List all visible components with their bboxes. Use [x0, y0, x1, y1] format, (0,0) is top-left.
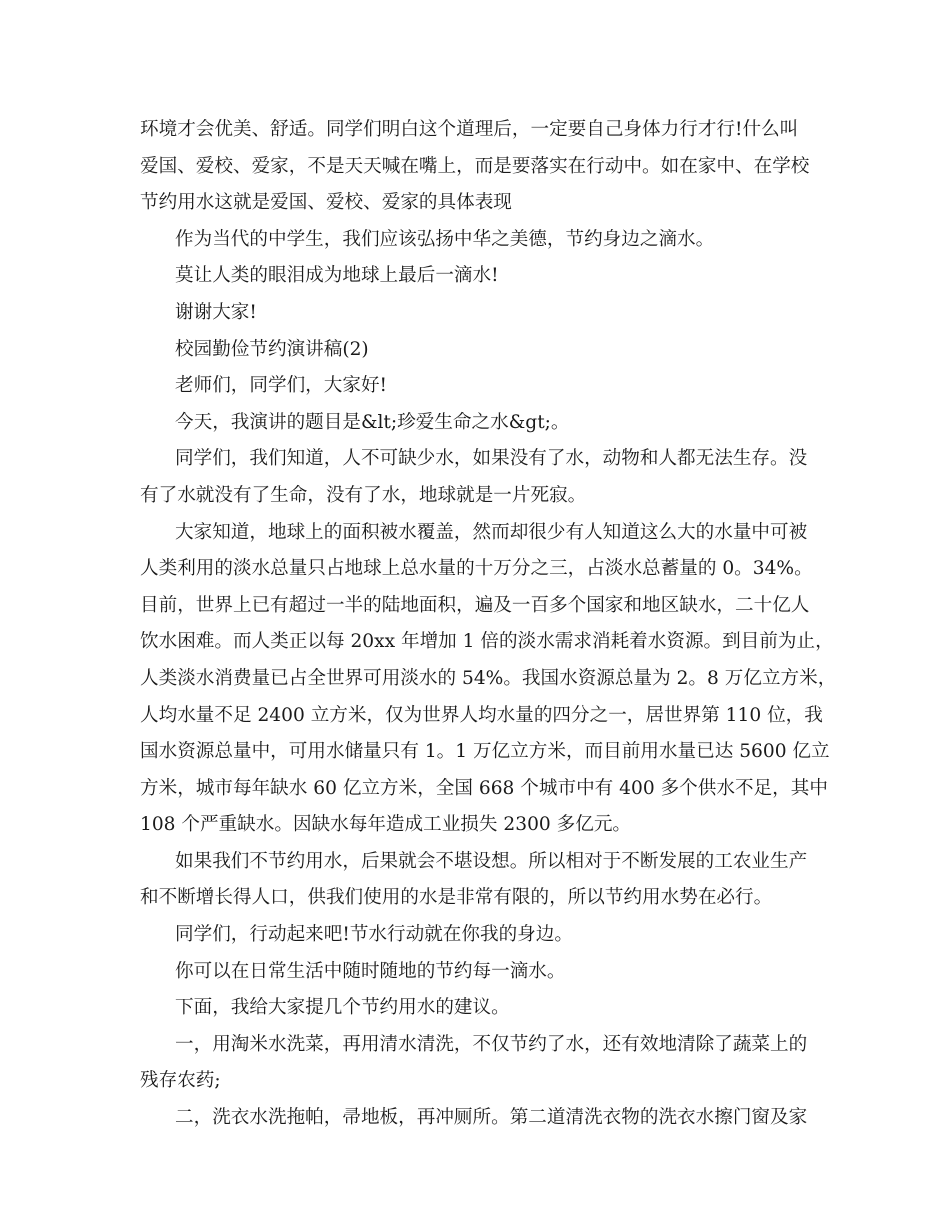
text-line: 饮水困难。而人类正以每 20xx 年增加 1 倍的淡水需求消耗着水资源。到目前为止，	[140, 631, 834, 653]
text-line: 校园勤俭节约演讲稿(2)	[175, 338, 369, 360]
text-line: 人类利用的淡水总量只占地球上总水量的十万分之三，占淡水总蓄量的 0。34%。	[140, 558, 813, 580]
text-line: 作为当代的中学生，我们应该弘扬中华之美德，节约身边之滴水。	[175, 228, 715, 250]
text-line: 108 个严重缺水。因缺水每年造成工业损失 2300 多亿元。	[140, 814, 632, 836]
text-line: 同学们，行动起来吧!节水行动就在你我的身边。	[175, 924, 573, 946]
text-line: 谢谢大家!	[175, 301, 257, 323]
text-line: 方米，城市每年缺水 60 亿立方米，全国 668 个城市中有 400 多个供水不足，其中	[140, 777, 828, 799]
text-line: 环境才会优美、舒适。同学们明白这个道理后，一定要自己身体力行才行!什么叫	[140, 119, 799, 140]
text-line: 有了水就没有了生命，没有了水，地球就是一片死寂。	[140, 484, 587, 506]
text-line: 国水资源总量中，可用水储量只有 1。1 万亿立方米，而目前用水量已达 5600 亿立	[140, 741, 830, 763]
text-line: 大家知道，地球上的面积被水覆盖，然而却很少有人知道这么大的水量中可被	[175, 521, 808, 543]
text-line: 如果我们不节约用水，后果就会不堪设想。所以相对于不断发展的工农业生产	[175, 850, 808, 872]
text-line: 今天，我演讲的题目是&lt;珍爱生命之水&gt;。	[175, 411, 570, 433]
text-line: 节约用水这就是爱国、爱校、爱家的具体表现	[140, 192, 512, 214]
text-line: 二，洗衣水洗拖帕，帚地板，再冲厕所。第二道清洗衣物的洗衣水擦门窗及家	[175, 1107, 808, 1129]
text-line: 你可以在日常生活中随时随地的节约每一滴水。	[175, 960, 566, 982]
text-line: 残存农药;	[140, 1070, 221, 1092]
text-line: 下面，我给大家提几个节约用水的建议。	[175, 997, 510, 1019]
text-line: 同学们，我们知道，人不可缺少水，如果没有了水，动物和人都无法生存。没	[175, 448, 808, 470]
text-line: 老师们，同学们，大家好!	[175, 375, 388, 397]
text-line: 爱国、爱校、爱家，不是天天喊在嘴上，而是要落实在行动中。如在家中、在学校	[140, 155, 810, 177]
text-line: 和不断增长得人口，供我们使用的水是非常有限的，所以节约用水势在必行。	[140, 887, 773, 909]
text-line: 人类淡水消费量已占全世界可用淡水的 54%。我国水资源总量为 2。8 万亿立方米，	[140, 667, 837, 689]
text-line: 人均水量不足 2400 立方米，仅为世界人均水量的四分之一，居世界第 110 位，我	[140, 704, 823, 726]
text-line: 目前，世界上已有超过一半的陆地面积，遍及一百多个国家和地区缺水，二十亿人	[140, 594, 810, 616]
document-body-text	[140, 112, 837, 1137]
text-line: 莫让人类的眼泪成为地球上最后一滴水!	[175, 265, 499, 287]
text-line: 一，用淘米水洗菜，再用清水清洗，不仅节约了水，还有效地清除了蔬菜上的	[175, 1033, 808, 1055]
